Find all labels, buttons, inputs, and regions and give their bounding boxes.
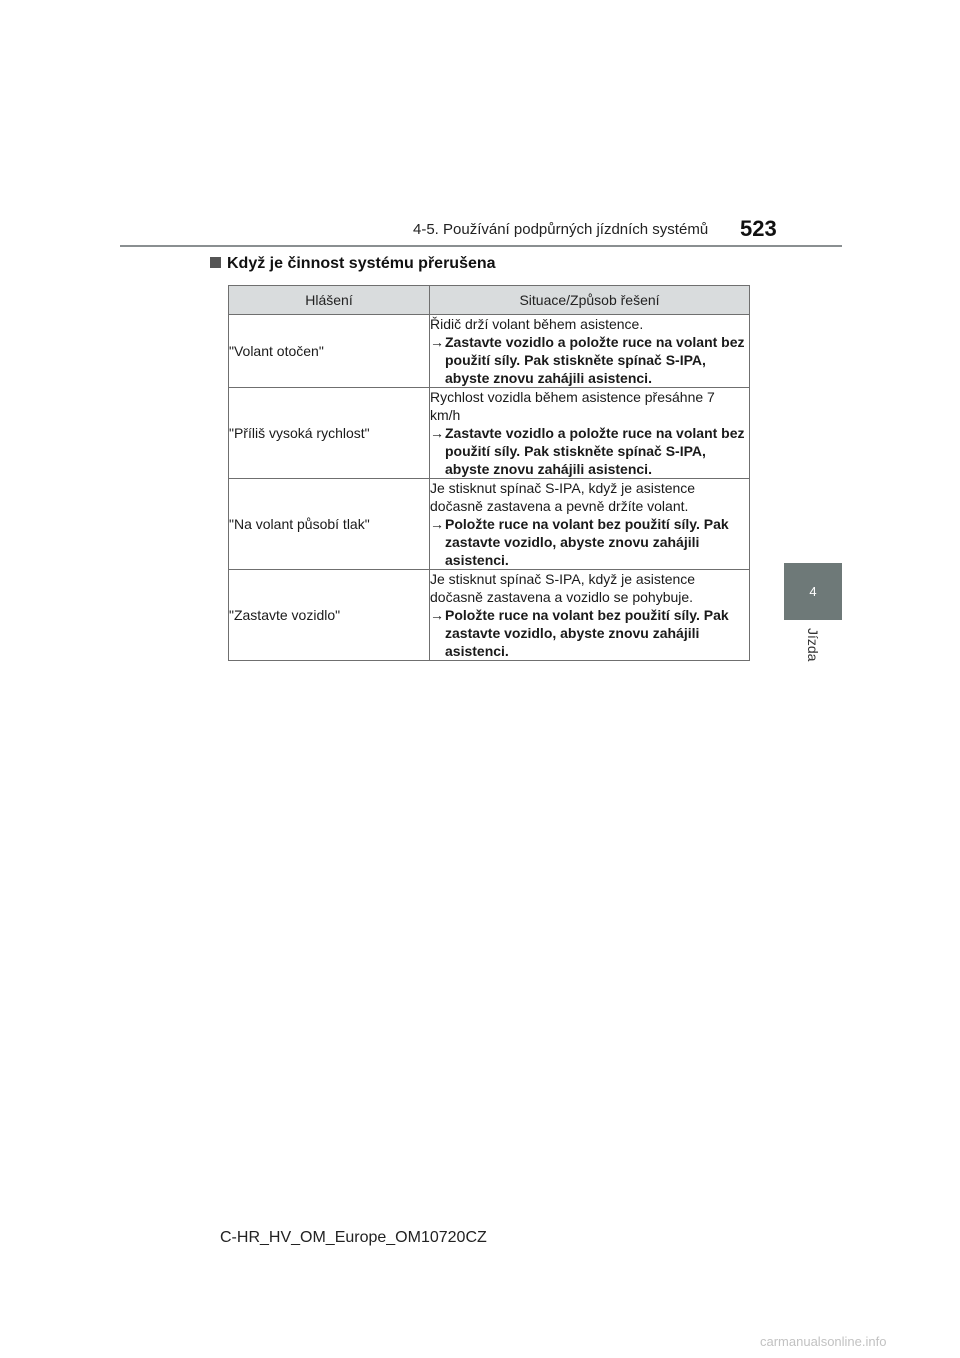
section-title-text: Když je činnost systému přerušena: [227, 255, 496, 272]
chapter-tab: [784, 563, 842, 620]
situation-cell: [430, 388, 750, 479]
column-header-situation: Situace/Způsob řešení: [430, 286, 750, 315]
message-cell: "Příliš vysoká rychlost": [229, 388, 430, 479]
table-row: [229, 479, 750, 570]
situation-cell: [430, 570, 750, 661]
situation-text: Je stisknut spínač S-IPA, když je asistence dočasně zastavena a pevně držíte volant.: [430, 480, 696, 514]
situation-cell: [430, 315, 750, 388]
header-divider: [120, 245, 842, 247]
chapter-number: 4: [809, 584, 817, 599]
page-number: 523: [740, 216, 777, 241]
situation-text: Je stisknut spínač S-IPA, když je asistence dočasně zastavena a vozidlo se pohybuje.: [430, 571, 696, 605]
message-cell: "Zastavte vozidlo": [229, 570, 430, 661]
action-line: [430, 515, 749, 569]
situation-text: Rychlost vozidla během asistence přesáhne 7 km/h: [430, 389, 715, 423]
message-cell: "Volant otočen": [229, 315, 430, 388]
action-line: [430, 333, 749, 387]
column-header-message: Hlášení: [229, 286, 430, 315]
square-bullet-icon: [210, 257, 221, 268]
situation-cell: [430, 479, 750, 570]
action-text: Položte ruce na volant bez použití síly. Pak zastavte vozidlo, abyste znovu zahájili asistenci.: [445, 607, 729, 659]
document-code: C-HR_HV_OM_Europe_OM10720CZ: [220, 1229, 487, 1246]
action-text: Položte ruce na volant bez použití síly. Pak zastavte vozidlo, abyste znovu zahájili asistenci.: [445, 516, 729, 568]
section-title: [210, 255, 496, 273]
action-text: Zastavte vozidlo a položte ruce na volant bez použití síly. Pak stiskněte spínač S-IPA, abyste znovu zahájili asistenci.: [445, 334, 745, 386]
action-line: [430, 424, 749, 478]
action-line: [430, 606, 749, 660]
header-section-title: 4-5. Používání podpůrných jízdních systémů: [413, 221, 709, 238]
arrow-right-icon: →: [430, 607, 444, 623]
situation-text: Řidič drží volant během asistence.: [430, 316, 644, 332]
table-header-row: [229, 286, 750, 315]
table-row: [229, 570, 750, 661]
messages-table: [228, 285, 750, 661]
chapter-name: Jízda: [805, 628, 821, 662]
arrow-right-icon: →: [430, 425, 444, 441]
message-cell: "Na volant působí tlak": [229, 479, 430, 570]
action-text: Zastavte vozidlo a položte ruce na volant bez použití síly. Pak stiskněte spínač S-IPA, abyste znovu zahájili asistenci.: [445, 425, 745, 477]
table-row: [229, 388, 750, 479]
table-row: [229, 315, 750, 388]
arrow-right-icon: →: [430, 516, 444, 532]
arrow-right-icon: →: [430, 334, 444, 350]
watermark: carmanualsonline.info: [760, 1334, 887, 1349]
